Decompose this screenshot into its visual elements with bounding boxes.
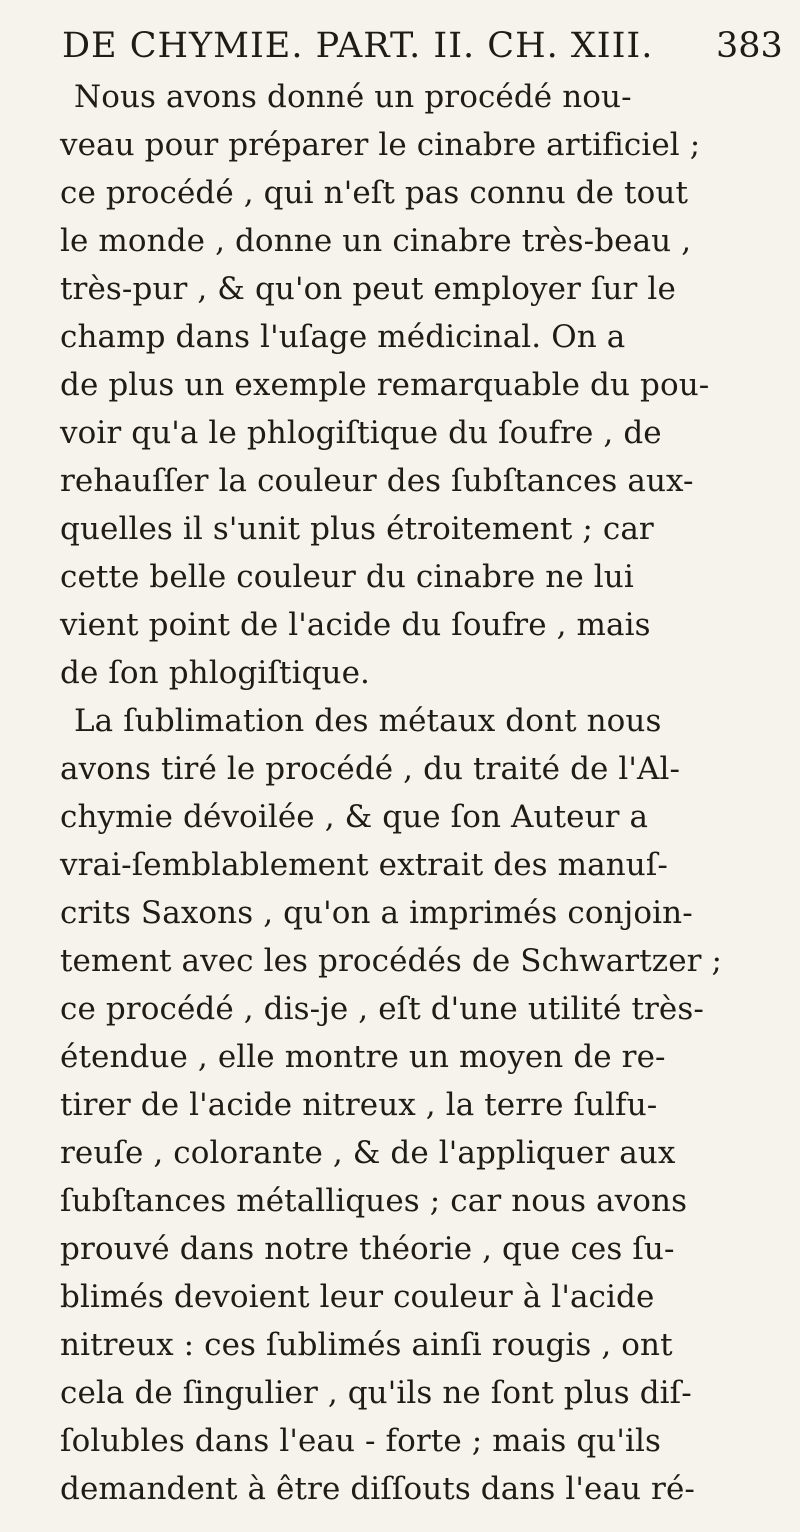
- text-line: prouvé dans notre théorie , que ces ſu-: [60, 1231, 675, 1267]
- text-line: nitreux : ces ſublimés ainſi rougis , ont: [60, 1327, 673, 1363]
- text-line: de plus un exemple remarquable du pou-: [60, 367, 710, 403]
- text-line: champ dans l'uſage médicinal. On a: [60, 319, 626, 355]
- text-line: Nous avons donné un procédé nou-: [74, 79, 632, 115]
- text-line: étendue , elle montre un moyen de re-: [60, 1039, 666, 1075]
- text-line: quelles il s'unit plus étroitement ; car: [60, 511, 654, 547]
- text-line: le monde , donne un cinabre très-beau ,: [60, 223, 692, 259]
- text-line: ſolubles dans l'eau - forte ; mais qu'ils: [60, 1423, 661, 1459]
- text-line: reuſe , colorante , & de l'appliquer aux: [60, 1135, 676, 1171]
- text-line: vrai-ſemblablement extrait des manuſ-: [60, 847, 669, 883]
- text-line: demandent à être diſſouts dans l'eau ré-: [60, 1471, 695, 1507]
- text-line: veau pour préparer le cinabre artificiel ;: [60, 127, 701, 163]
- text-line: ce procédé , dis-je , eſt d'une utilité très-: [60, 991, 704, 1027]
- text-line: cette belle couleur du cinabre ne lui: [60, 559, 634, 595]
- running-head-title: DE CHYMIE. PART. II. CH. XIII.: [62, 26, 654, 66]
- running-head: [0, 20, 800, 72]
- text-line: crits Saxons , qu'on a imprimés conjoin-: [60, 895, 693, 931]
- text-line: voir qu'a le phlogiſtique du ſoufre , de: [60, 415, 662, 451]
- text-line: tirer de l'acide nitreux , la terre ſulfu-: [60, 1087, 658, 1123]
- text-line: vient point de l'acide du ſoufre , mais: [60, 607, 651, 643]
- text-line: La ſublimation des métaux dont nous: [74, 703, 662, 739]
- page-number: 383: [716, 26, 783, 66]
- text-line: cela de ſingulier , qu'ils ne ſont plus diſ-: [60, 1375, 692, 1411]
- text-line: rehauſſer la couleur des ſubſtances aux-: [60, 463, 694, 499]
- text-line: avons tiré le procédé , du traité de l'Al-: [60, 751, 681, 787]
- text-line: chymie dévoilée , & que ſon Auteur a: [60, 799, 649, 835]
- text-line: de ſon phlogiſtique.: [60, 655, 371, 691]
- text-line: très-pur , & qu'on peut employer ſur le: [60, 271, 676, 307]
- text-line: ſubſtances métalliques ; car nous avons: [60, 1183, 688, 1219]
- text-line: ce procédé , qui n'eſt pas connu de tout: [60, 175, 688, 211]
- text-line: tement avec les procédés de Schwartzer ;: [60, 943, 723, 979]
- text-line: blimés devoient leur couleur à l'acide: [60, 1279, 655, 1315]
